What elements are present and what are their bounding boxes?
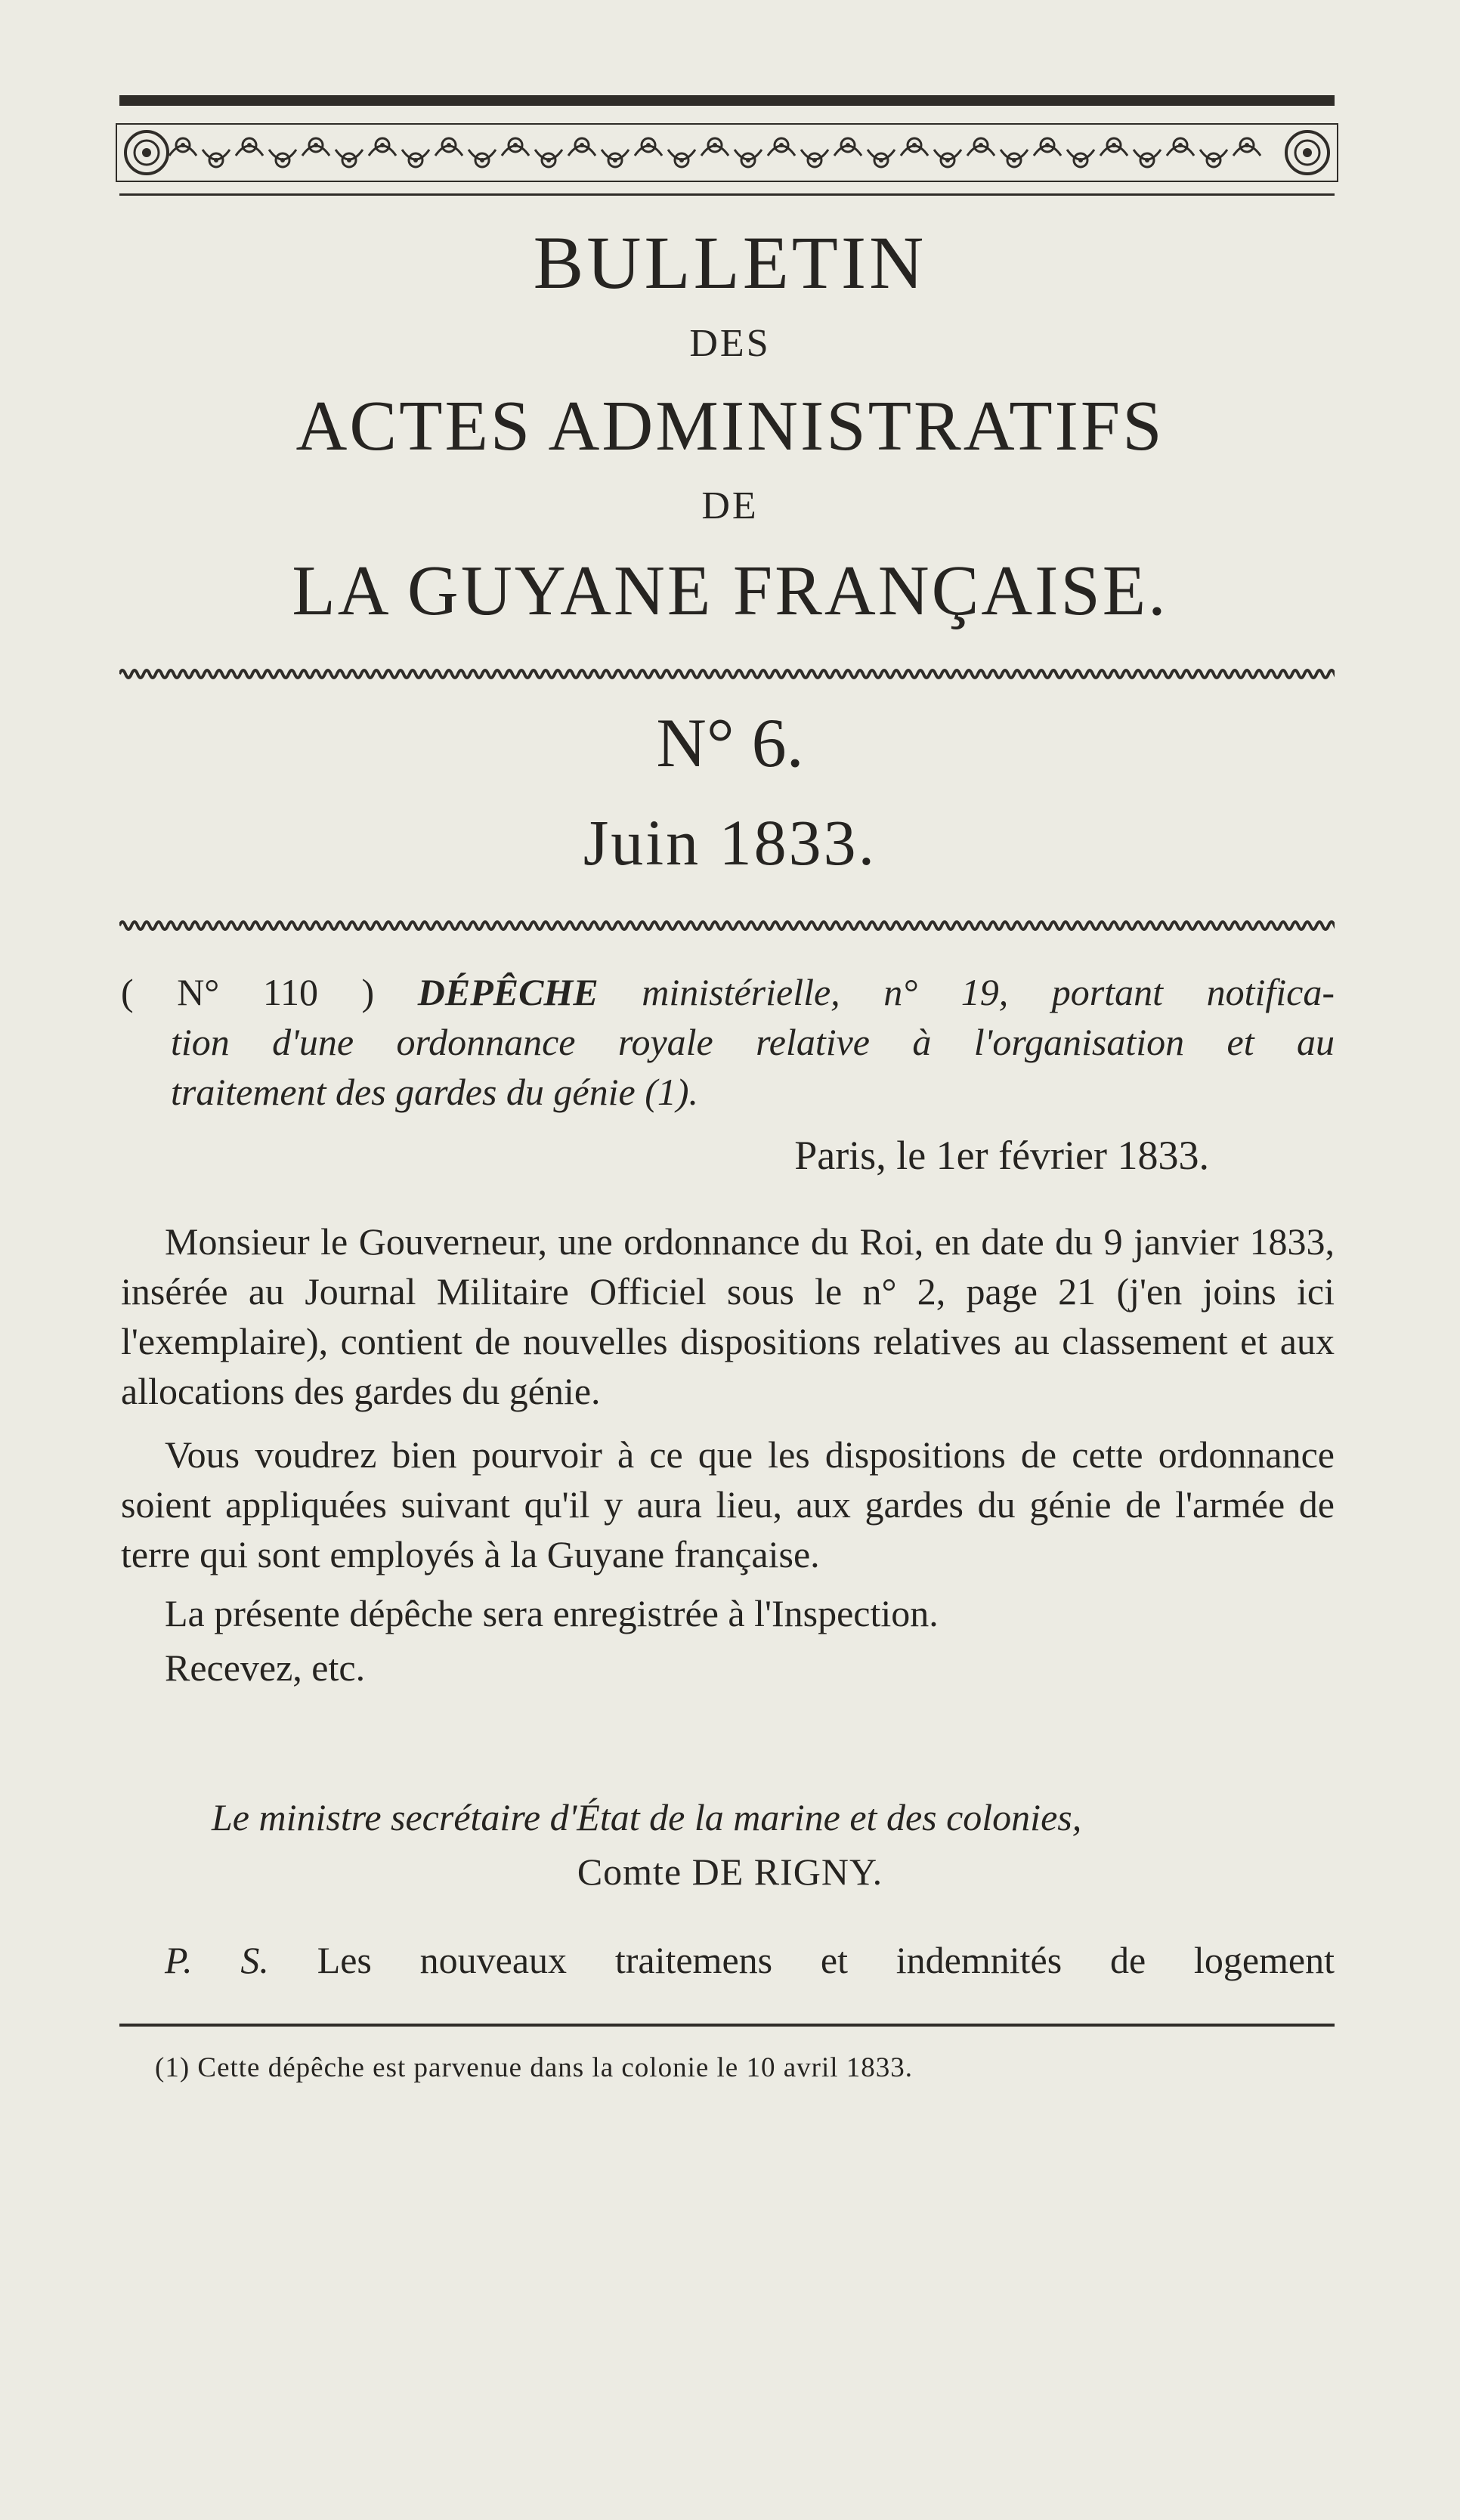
place-date: Paris, le 1er février 1833. xyxy=(794,1133,1209,1178)
paragraph-4: Recevez, etc. xyxy=(165,1647,366,1689)
wavy-divider-top xyxy=(119,665,1335,683)
title-guyane-francaise: LA GUYANE FRANÇAISE. xyxy=(292,552,1168,630)
paragraph-1: Monsieur le Gouverneur, une ordonnance du Roi, en date du 9 janvier 1833, insérée au Journal Militaire Officiel sous le n° 2, page 21 (j'en joins ici l'exemplaire), contient de nouvelles dispositions relatives au classement et aux allocations des gardes du génie. xyxy=(121,1220,1335,1412)
issue-date: Juin 1833. xyxy=(583,806,877,879)
ornamental-border xyxy=(115,121,1339,184)
header-thin-rule xyxy=(119,193,1335,196)
heading-line-2: tion d'une ordonnance royale relative à l'organisation et au xyxy=(171,1021,1335,1063)
title-actes-administratifs: ACTES ADMINISTRATIFS xyxy=(295,387,1165,465)
footnote: (1) Cette dépêche est parvenue dans la colonie le 10 avril 1833. xyxy=(155,2052,914,2083)
heading-number: ( N° 110 ) xyxy=(121,971,375,1013)
document-heading xyxy=(121,967,1335,1117)
title-des: DES xyxy=(689,322,771,365)
wavy-divider-bottom xyxy=(119,917,1335,935)
issue-number: N° 6. xyxy=(656,704,804,781)
letter-body xyxy=(121,1217,1335,1693)
heading-title: DÉPÊCHE xyxy=(417,971,599,1013)
heading-line1-rest: ministérielle, n° 19, portant notifica- xyxy=(642,971,1335,1013)
title-de: DE xyxy=(701,484,759,527)
heading-line-3: traitement des gardes du génie (1). xyxy=(171,1071,698,1113)
header-thick-rule xyxy=(119,95,1335,106)
signature-name: Comte DE RIGNY. xyxy=(577,1851,883,1893)
paragraph-3: La présente dépêche sera enregistrée à l'Inspection. xyxy=(165,1592,939,1634)
postscript-label: P. S. xyxy=(165,1939,269,1981)
postscript-text: Les nouveaux traitemens et indemnités de logement xyxy=(317,1939,1335,1981)
heading-line-1 xyxy=(121,967,1335,1017)
postscript xyxy=(165,1938,1335,1982)
footnote-rule xyxy=(119,2024,1335,2027)
paragraph-2: Vous voudrez bien pourvoir à ce que les dispositions de cette ordonnance soient appliquées suivant qu'il y aura lieu, aux gardes du génie de l'armée de terre qui sont employés à la Guyane française. xyxy=(121,1433,1335,1575)
signature-title: Le ministre secrétaire d'État de la marine et des colonies, xyxy=(212,1796,1082,1838)
title-bulletin: BULLETIN xyxy=(533,221,927,305)
